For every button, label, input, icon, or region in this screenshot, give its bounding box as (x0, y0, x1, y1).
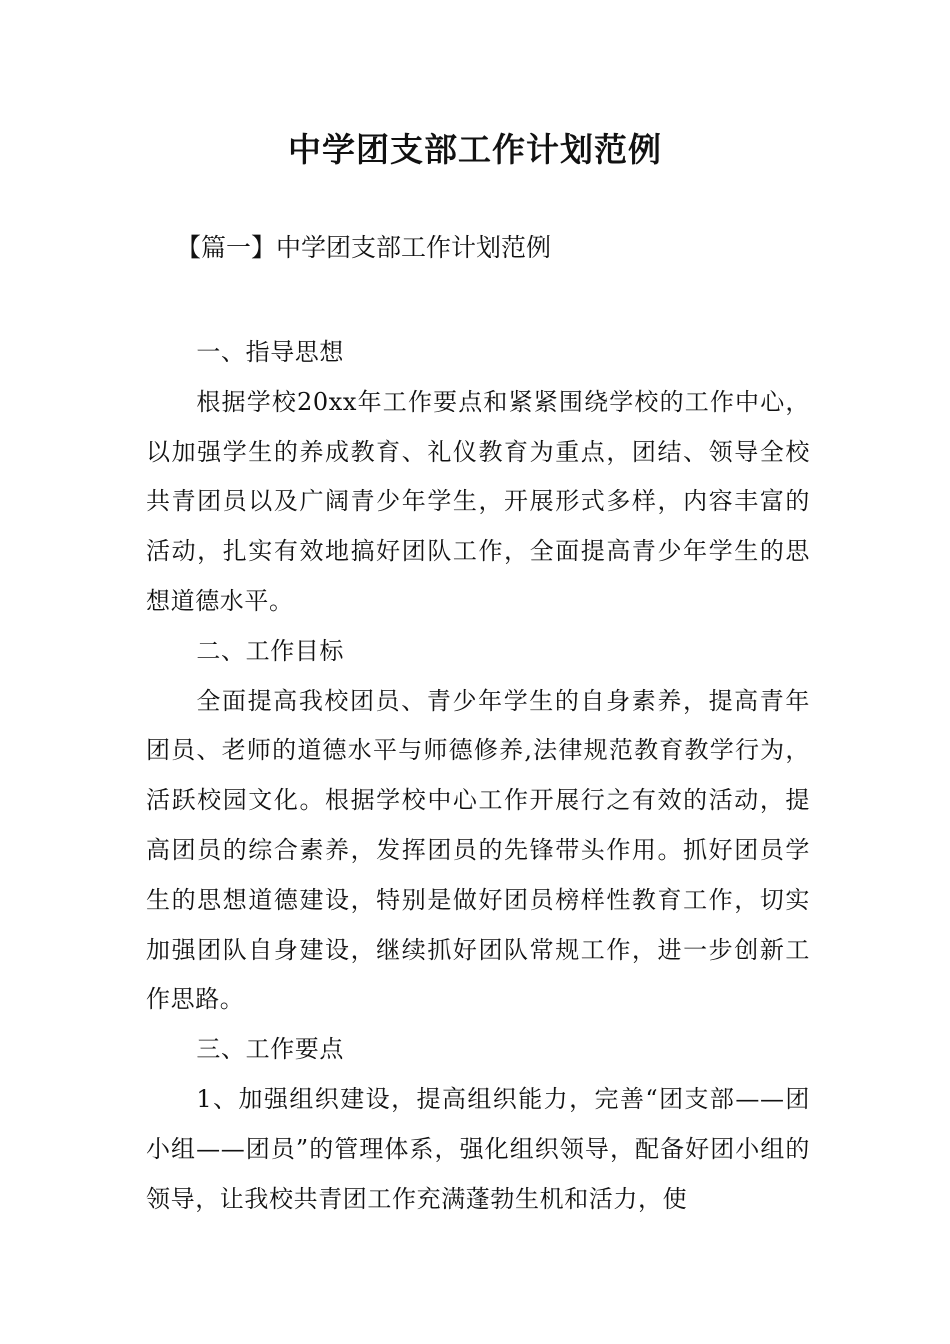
paragraph-work-goals: 全面提高我校团员、青少年学生的自身素养，提高青年团员、老师的道德水平与师德修养,法律规范教育教学行为，活跃校园文化。根据学校中心工作开展行之有效的活动，提高团员的综合素养，发挥团员的先锋带头作用。抓好团员学生的思想道德建设，特别是做好团员榜样性教育工作，切实加强团队自身建设，继续抓好团队常规工作，进一步创新工作思路。 (146, 686, 810, 1014)
document-body (146, 328, 810, 1224)
document-title: 中学团支部工作计划范例 (288, 130, 662, 169)
heading-work-goals: 二、工作目标 (196, 636, 344, 665)
heading-work-points: 三、工作要点 (196, 1035, 344, 1064)
section-heading: 【篇一】中学团支部工作计划范例 (176, 233, 552, 262)
heading-guiding-ideology: 一、指导思想 (196, 338, 344, 366)
paragraph-guiding-ideology: 根据学校20xx年工作要点和紧紧围绕学校的工作中心，以加强学生的养成教育、礼仪教育为重点，团结、领导全校共青团员以及广阔青少年学生，开展形式多样，内容丰富的活动，扎实有效地搞好团队工作，全面提高青少年学生的思想道德水平。 (146, 387, 810, 615)
paragraph-work-points-1: 1、加强组织建设，提高组织能力，完善“团支部——团小组——团员”的管理体系，强化组织领导，配备好团小组的领导，让我校共青团工作充满蓬勃生机和活力，使 (146, 1084, 810, 1213)
